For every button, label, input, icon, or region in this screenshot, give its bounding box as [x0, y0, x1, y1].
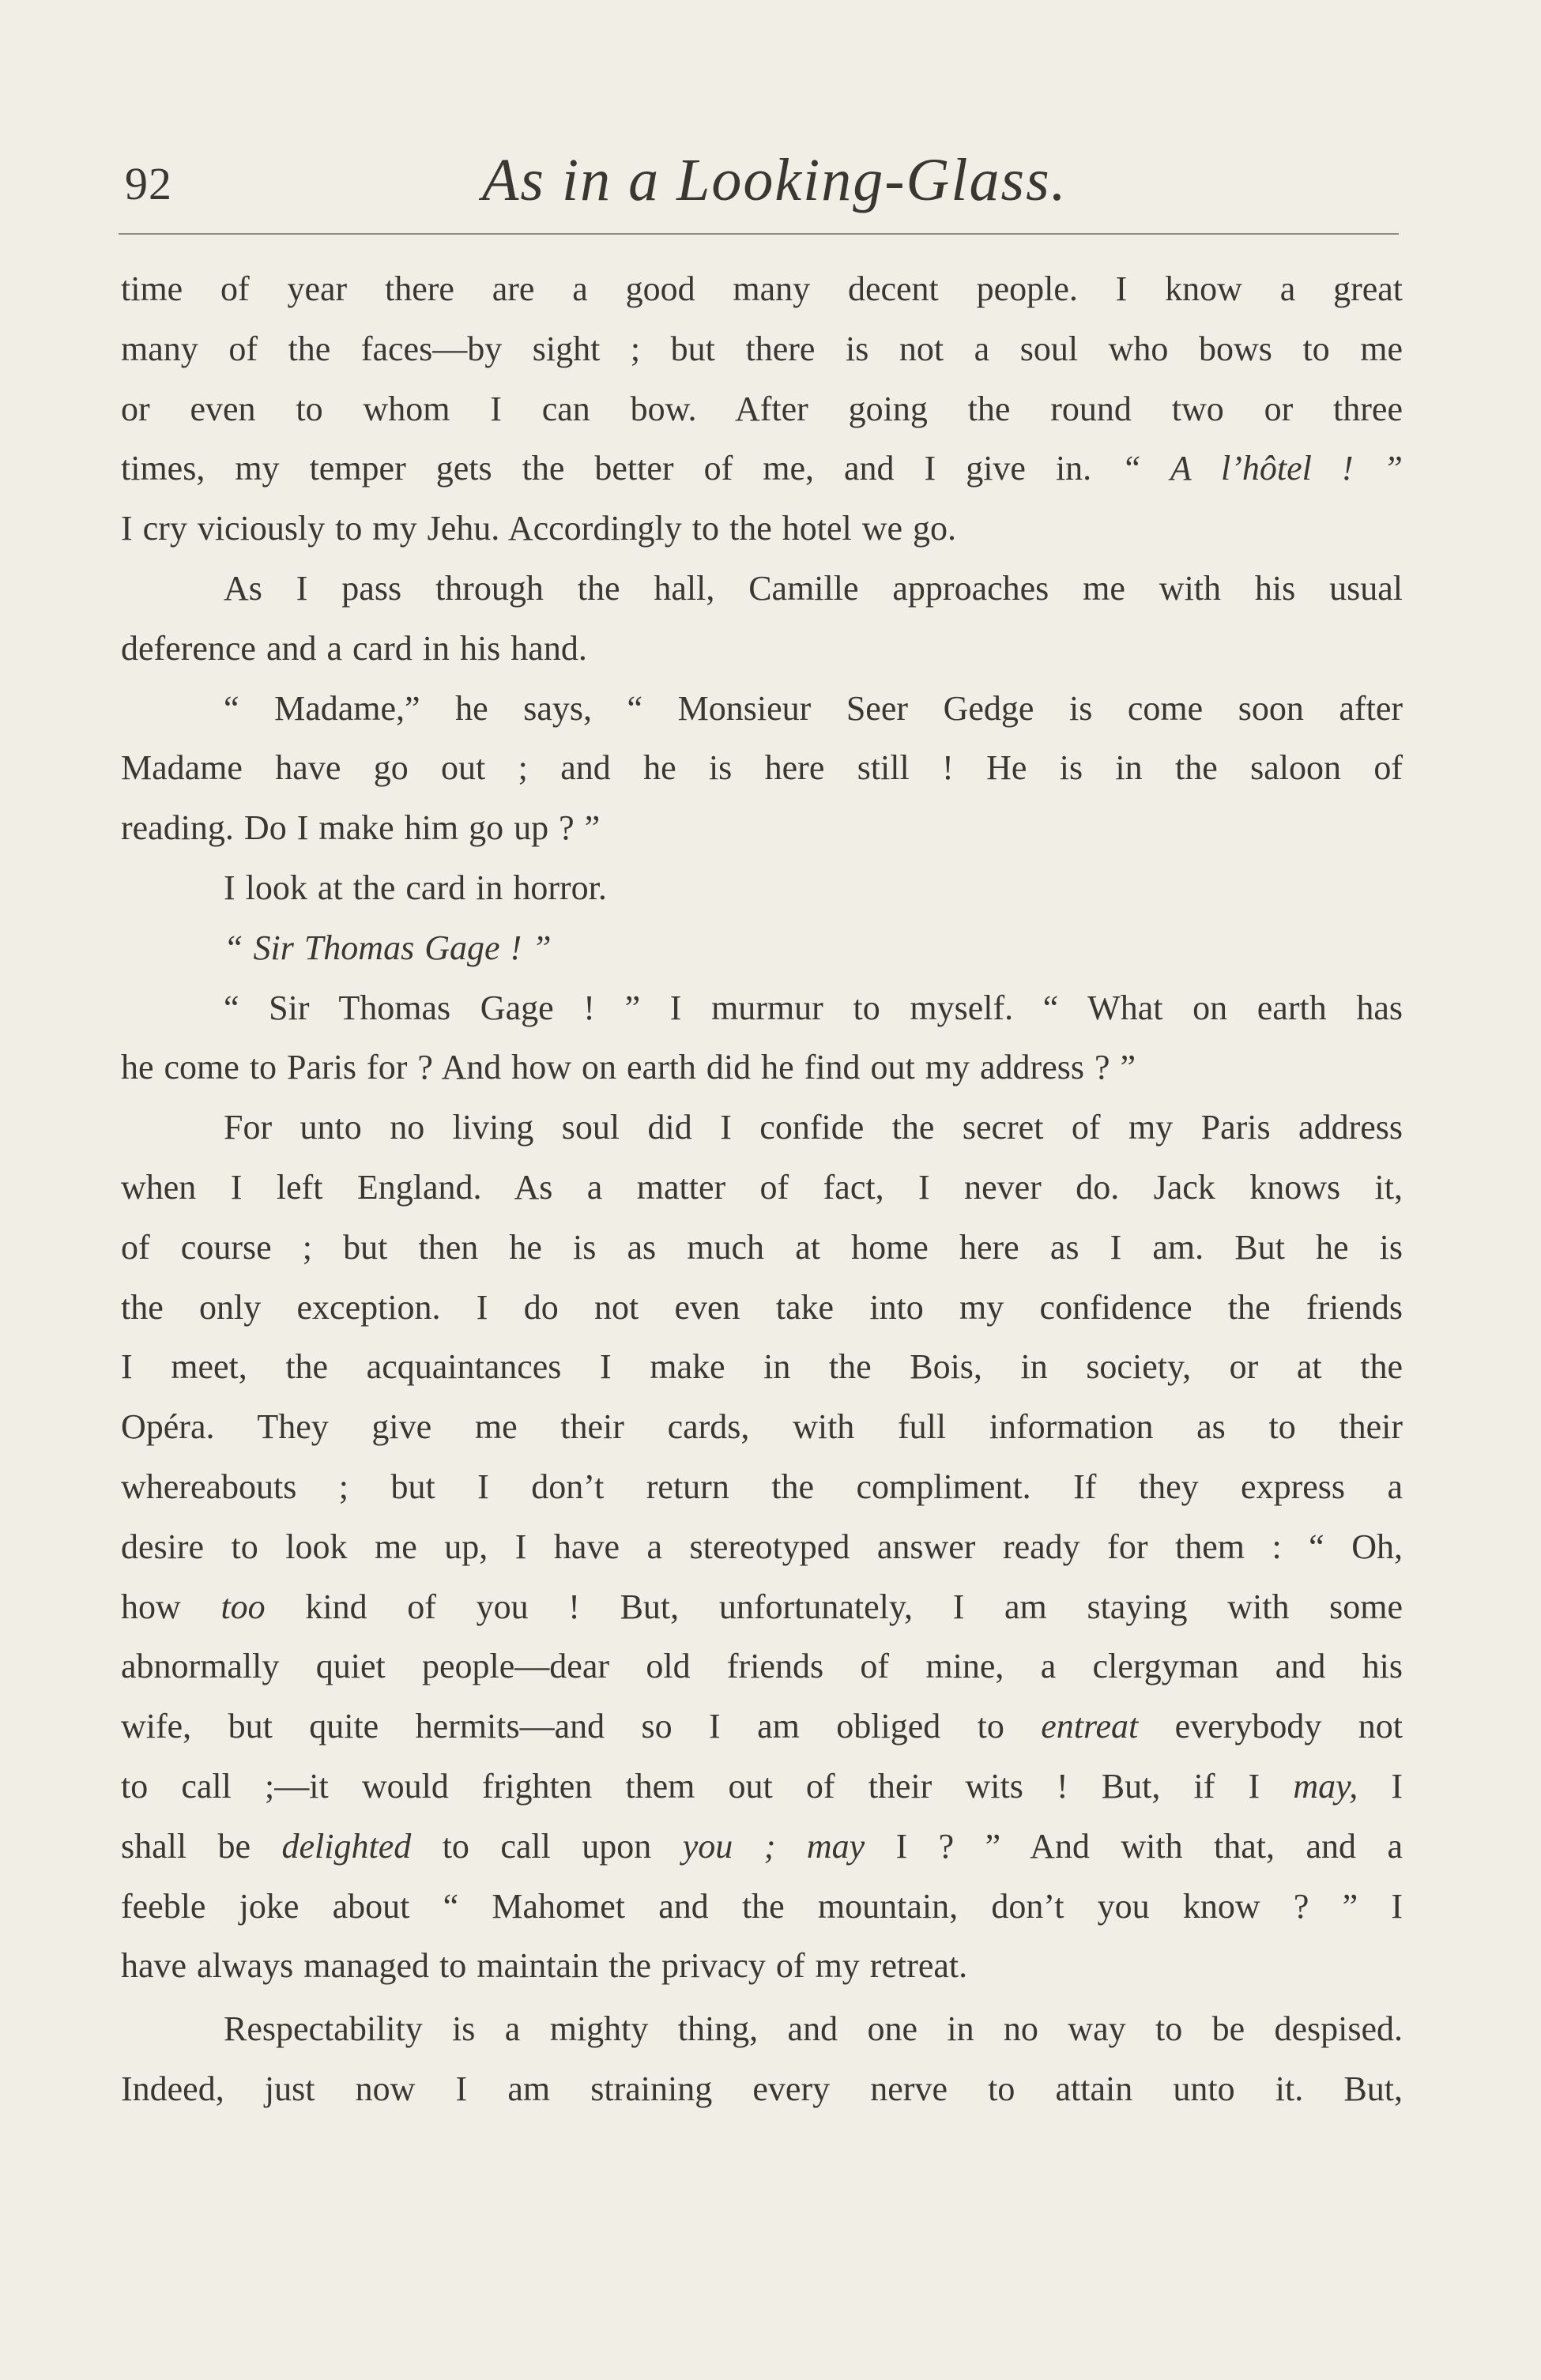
text-line: I cry viciously to my Jehu. Accordingly to the hotel we go. [121, 509, 957, 548]
italic-run: too [220, 1587, 266, 1626]
text-line [121, 1817, 1403, 1877]
italic-run: you ; may [682, 1826, 865, 1866]
running-title: As in a Looking-Glass. [482, 147, 1068, 213]
text-run: times, my temper gets the better of me, and I give in. [121, 449, 1122, 488]
text-run: everybody not [1138, 1707, 1403, 1746]
text-line [121, 1577, 1403, 1637]
text-line: he come to Paris for ? And how on earth did he find out my address ? ” [121, 1048, 1136, 1087]
paragraph-first-line: Respectability is a mighty thing, and one in no way to be despised. [224, 2009, 1403, 2049]
text-line: feeble joke about “ Mahomet and the mountain, don’t you know ? ” I [121, 1886, 1403, 1926]
text-line: Madame have go out ; and he is here still ! He is in the saloon of [121, 748, 1403, 788]
paragraph-first-line: As I pass through the hall, Camille approaches me with his usual [224, 568, 1403, 608]
text-run: kind of you ! But, unfortunately, I am staying with some [265, 1587, 1403, 1626]
text-line: desire to look me up, I have a stereotyped answer ready for them : “ Oh, [121, 1527, 1403, 1566]
header-rule [119, 233, 1399, 235]
text-line: deference and a card in his hand. [121, 628, 587, 668]
italic-run: may, [1293, 1766, 1358, 1806]
text-line: reading. Do I make him go up ? ” [121, 808, 601, 848]
text-line: when I left England. As a matter of fact, I never do. Jack knows it, [121, 1167, 1403, 1207]
text-line: I meet, the acquaintances I make in the Bois, in society, or at the [121, 1347, 1403, 1387]
text-run: I ? ” And with that, and a [865, 1826, 1403, 1866]
text-run: to call ;—it would frighten them out of their wits ! But, if I [121, 1766, 1294, 1806]
text-line [121, 1757, 1403, 1817]
text-line: many of the faces—by sight ; but there is not a soul who bows to me [121, 329, 1403, 368]
body-text [121, 259, 1403, 2119]
text-line: of course ; but then he is as much at home here as I am. But he is [121, 1227, 1403, 1267]
text-line [121, 1697, 1403, 1757]
text-line: time of year there are a good many decent people. I know a great [121, 269, 1403, 308]
text-run: how [121, 1587, 221, 1626]
paragraph-first-line: “ Sir Thomas Gage ! ” [224, 928, 552, 967]
italic-run: “ A l’hôtel ! ” [1121, 449, 1403, 488]
text-line [121, 439, 1403, 499]
italic-run: entreat [1041, 1707, 1139, 1746]
text-line: Indeed, just now I am straining every nerve to attain unto it. But, [121, 2069, 1403, 2108]
text-line: have always managed to maintain the privacy of my retreat. [121, 1946, 968, 1986]
paragraph-first-line: “ Madame,” he says, “ Monsieur Seer Gedge is come soon after [224, 688, 1403, 728]
text-run: I [1358, 1766, 1403, 1806]
text-run: to call upon [411, 1826, 683, 1866]
paragraph-first-line: I look at the card in horror. [224, 868, 607, 907]
text-line: whereabouts ; but I don’t return the compliment. If they express a [121, 1467, 1403, 1506]
text-line: abnormally quiet people—dear old friends of mine, a clergyman and his [121, 1647, 1403, 1686]
text-run: shall be [121, 1826, 282, 1866]
text-line: or even to whom I can bow. After going the round two or three [121, 389, 1403, 428]
text-line: Opéra. They give me their cards, with full information as to their [121, 1407, 1403, 1447]
paragraph-first-line: For unto no living soul did I confide the secret of my Paris address [224, 1108, 1403, 1147]
text-run: wife, but quite hermits—and so I am obliged to [121, 1707, 1042, 1746]
italic-run: delighted [281, 1826, 412, 1866]
page-number: 92 [125, 158, 172, 209]
paragraph-first-line: “ Sir Thomas Gage ! ” I murmur to myself. “ What on earth has [224, 988, 1403, 1027]
text-line: the only exception. I do not even take into my confidence the friends [121, 1287, 1403, 1327]
page-header [119, 146, 1399, 217]
